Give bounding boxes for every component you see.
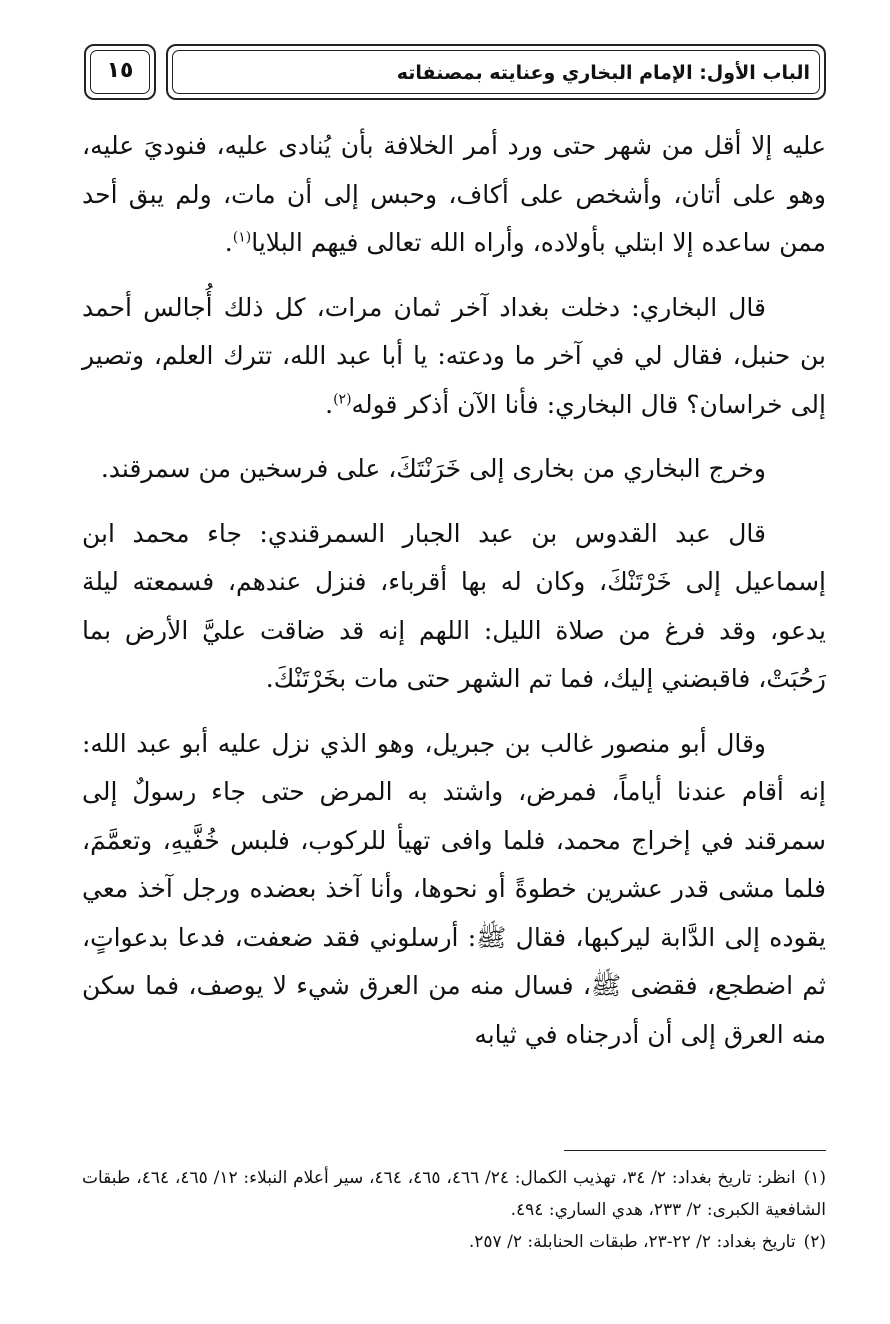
header-title-frame: [166, 44, 826, 100]
footnote-text: انظر: تاريخ بغداد: ٢/ ٣٤، تهذيب الكمال: ٢٤/ ٤٦٦، ٤٦٥، ٤٦٤، سير أعلام النبلاء: ١٢/ ٤٦٥، ٤٦٤، طبقات الشافعية الكبرى: ٢/ ٢٣٣، هدي الساري: ٤٩٤.: [82, 1168, 826, 1220]
paragraph-text: قال البخاري: دخلت بغداد آخر ثمان مرات، كل ذلك أُجالس أحمد بن حنبل، فقال لي في آخر ما ودعته: يا أبا عبد الله، تترك العلم، وتصير إلى خراسان؟ قال البخاري: فأنا الآن أذكر قوله: [82, 292, 826, 419]
footnote-2: [82, 1226, 826, 1258]
paragraph-2: [82, 284, 826, 430]
footnote-number: (٢): [803, 1232, 826, 1252]
footnote-number: (١): [803, 1168, 827, 1188]
footnotes: [82, 1162, 826, 1258]
footnote-ref-2[interactable]: (٢): [333, 391, 352, 408]
paragraph-3: وخرج البخاري من بخارى إلى خَرَنْتَكَ، على فرسخين من سمرقند.: [100, 454, 766, 483]
paragraph-end: .: [224, 228, 233, 257]
footnote-text: تاريخ بغداد: ٢/ ٢٢-٢٣، طبقات الحنابلة: ٢/ ٢٥٧.: [468, 1232, 796, 1252]
paragraph-4: قال عبد القدوس بن عبد الجبار السمرقندي: جاء محمد ابن إسماعيل إلى خَرْتَنْكَ، وكان له بها أقرباء، فنزل عندهم، فسمعته ليلة يدعو، وقد فرغ من صلاة الليل: اللهم إنه قد ضاقت عليَّ الأرض بما رَحُبَتْ، فاقبضني إليك، فما تم الشهر حتى مات بخَرْتَنْكَ.: [82, 518, 826, 693]
main-text: [82, 122, 826, 1075]
paragraph-end: .: [325, 389, 334, 419]
paragraph-5: وقال أبو منصور غالب بن جبريل، وهو الذي نزل عليه أبو عبد الله: إنه أقام عندنا أياماً، فمرض، واشتد به المرض حتى جاء رسولٌ إلى سمرقند في إخراج محمد، فلما وافى تهيأ للركوب، فلبس خُفَّيهِ، وتعمَّمَ، فلما مشى قدر عشرين خطوةً أو نحوها، وأنا آخذ بعضده ورجل آخذ معي يقوده إلى الدَّابة ليركبها، فقال ﷺ: أرسلوني فقد ضعفت، فدعا بدعواتٍ، ثم اضطجع، فقضى ﷺ، فسال منه من العرق شيء لا يوصف، فما سكن منه العرق إلى أن أدرجناه في ثيابه: [82, 728, 826, 1049]
chapter-title: الباب الأول: الإمام البخاري وعنايته بمصنفاته: [396, 62, 810, 84]
page-number-frame: [84, 44, 156, 100]
footnote-divider: [564, 1150, 826, 1151]
page-number: ١٥: [106, 58, 134, 83]
footnote-ref-1[interactable]: (١): [232, 229, 252, 246]
paragraph-1: [82, 122, 826, 268]
footnote-1: [82, 1162, 826, 1226]
paragraph-text: عليه إلا أقل من شهر حتى ورد أمر الخلافة بأن يُنادى عليه، فنوديَ عليه، وهو على أتان، وأشخص على أكاف، وحبس إلى أن مات، ولم يبق أحد ممن ساعده إلا ابتلي بأولاده، وأراه الله تعالى فيهم البلايا: [82, 131, 826, 257]
page-header: [84, 44, 826, 100]
